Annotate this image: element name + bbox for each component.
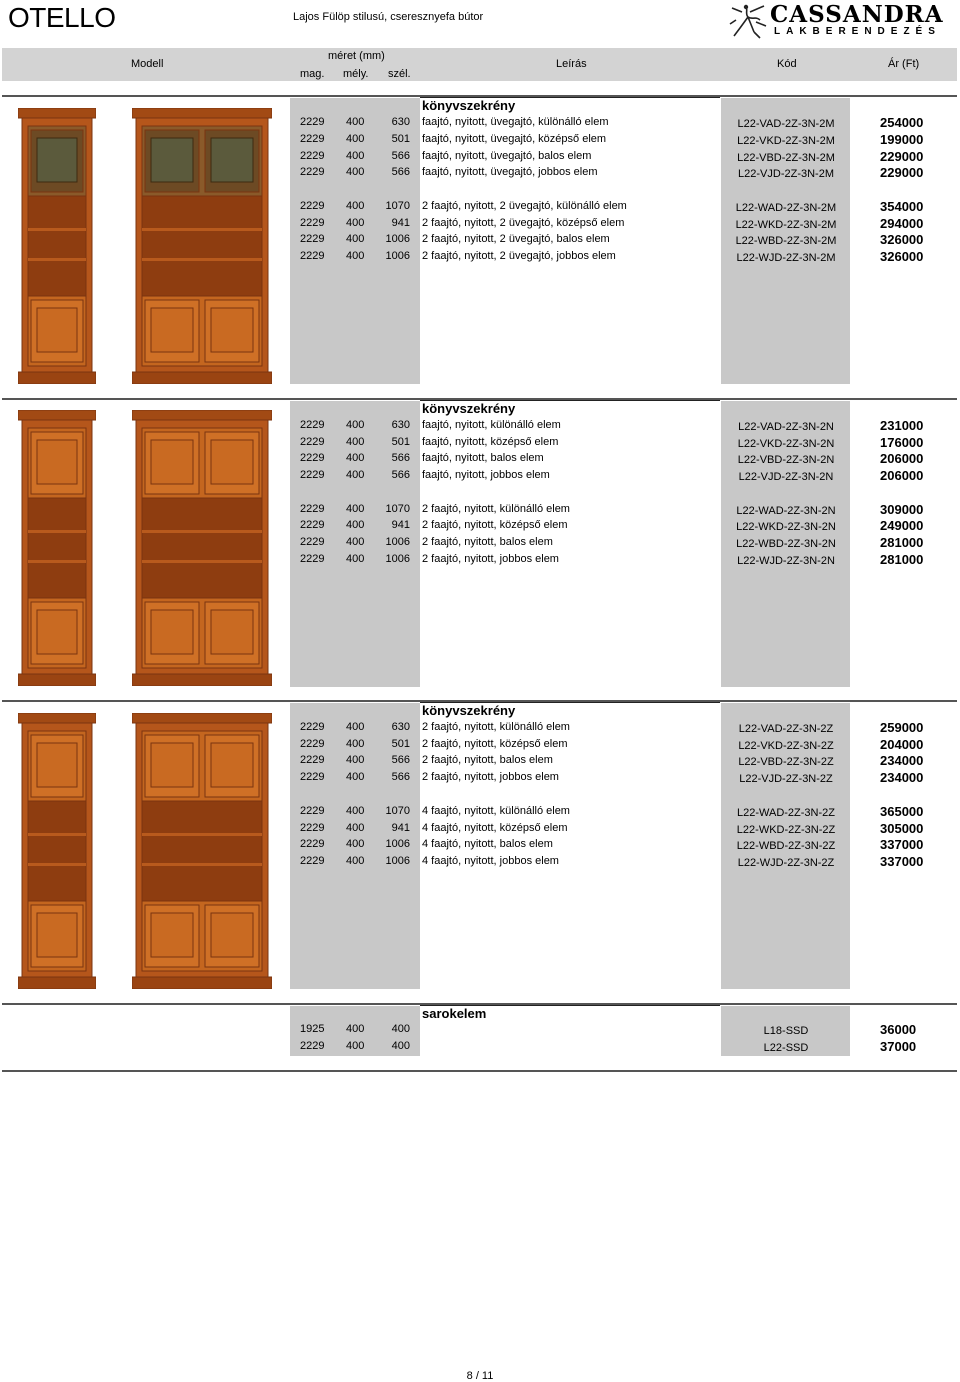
cell-mely: 400 [346, 519, 365, 531]
cell-kod: L22-WJD-2Z-3N-2M [736, 252, 836, 264]
cell-szel: 566 [391, 452, 410, 464]
cell-kod: L22-VAD-2Z-3N-2Z [738, 723, 834, 735]
cell-mag: 2229 [300, 553, 325, 565]
header-kod: Kód [777, 58, 797, 70]
cell-mely: 400 [346, 838, 365, 850]
cell-desc: faajtó, nyitott, üvegajtó, különálló elem [422, 116, 609, 128]
cell-kod: L22-WJD-2Z-3N-2Z [737, 857, 835, 869]
cell-szel: 501 [391, 738, 410, 750]
cell-szel: 1006 [385, 855, 410, 867]
cell-kod: L22-WAD-2Z-3N-2M [735, 202, 837, 214]
cell-ar: 206000 [880, 468, 924, 483]
cell-desc: 2 faajtó, nyitott, jobbos elem [422, 553, 559, 565]
cell-desc: 2 faajtó, nyitott, 2 üvegajtó, balos elem [422, 233, 610, 245]
cell-kod: L22-VJD-2Z-3N-2N [738, 471, 834, 483]
cell-ar: 231000 [880, 418, 924, 433]
cell-desc: faajtó, nyitott, középső elem [422, 436, 559, 448]
header-leiras: Leírás [556, 58, 587, 70]
bookcase-image-single-glass [18, 108, 96, 389]
cell-ar: 337000 [880, 854, 924, 869]
cell-mag: 2229 [300, 838, 325, 850]
cell-kod: L22-WJD-2Z-3N-2N [737, 555, 835, 567]
cell-ar: 326000 [880, 232, 924, 247]
cell-mag: 2229 [300, 754, 325, 766]
cell-ar: 354000 [880, 199, 924, 214]
cell-szel: 1006 [385, 233, 410, 245]
cell-ar: 309000 [880, 502, 924, 517]
cell-kod: L22-VAD-2Z-3N-2N [738, 421, 834, 433]
cell-mely: 400 [346, 822, 365, 834]
cell-mely: 400 [346, 805, 365, 817]
cell-ar: 365000 [880, 804, 924, 819]
cell-desc: 4 faajtó, nyitott, középső elem [422, 822, 568, 834]
cell-ar: 234000 [880, 770, 924, 785]
cell-mely: 400 [346, 233, 365, 245]
cell-mag: 2229 [300, 771, 325, 783]
cell-szel: 941 [391, 822, 410, 834]
cell-desc: 4 faajtó, nyitott, különálló elem [422, 805, 570, 817]
cell-mely: 400 [346, 855, 365, 867]
cell-mely: 400 [346, 1040, 365, 1052]
cell-desc: 2 faajtó, nyitott, 2 üvegajtó, jobbos elem [422, 250, 616, 262]
cell-szel: 1070 [385, 503, 410, 515]
cell-kod: L18-SSD [763, 1025, 809, 1037]
cell-ar: 259000 [880, 720, 924, 735]
cell-mag: 2229 [300, 250, 325, 262]
cell-mag: 2229 [300, 233, 325, 245]
cell-kod: L22-VKD-2Z-3N-2M [737, 135, 835, 147]
cell-mag: 2229 [300, 116, 325, 128]
header-modell: Modell [131, 58, 164, 70]
cell-kod: L22-WKD-2Z-3N-2N [736, 521, 836, 533]
cell-ar: 229000 [880, 149, 924, 164]
cell-ar: 326000 [880, 249, 924, 264]
cell-mely: 400 [346, 166, 365, 178]
header-mag: mag. [300, 68, 325, 80]
logo-name: CASSANDRA [770, 1, 944, 28]
cell-ar: 204000 [880, 737, 924, 752]
header-ar: Ár (Ft) [888, 58, 920, 70]
cell-szel: 1006 [385, 553, 410, 565]
cell-desc: 2 faajtó, nyitott, jobbos elem [422, 771, 559, 783]
cell-kod: L22-WBD-2Z-3N-2M [735, 235, 837, 247]
cell-desc: 4 faajtó, nyitott, balos elem [422, 838, 553, 850]
cell-mag: 2229 [300, 1040, 325, 1052]
cell-desc: faajtó, nyitott, üvegajtó, balos elem [422, 150, 592, 162]
cell-mely: 400 [346, 536, 365, 548]
cell-mely: 400 [346, 200, 365, 212]
cell-ar: 206000 [880, 451, 924, 466]
cell-mag: 2229 [300, 419, 325, 431]
cell-mely: 400 [346, 754, 365, 766]
cell-ar: 294000 [880, 216, 924, 231]
cell-szel: 1070 [385, 805, 410, 817]
section-title: könyvszekrény [422, 98, 516, 113]
cell-mely: 400 [346, 1023, 365, 1035]
cell-szel: 1006 [385, 536, 410, 548]
cell-mag: 2229 [300, 519, 325, 531]
cell-desc: 2 faajtó, nyitott, különálló elem [422, 721, 570, 733]
cell-szel: 630 [391, 116, 410, 128]
cell-szel: 941 [391, 217, 410, 229]
cell-kod: L22-WAD-2Z-3N-2N [736, 505, 836, 517]
cell-mag: 1925 [300, 1023, 325, 1035]
cell-ar: 234000 [880, 753, 924, 768]
cell-mag: 2229 [300, 822, 325, 834]
cell-kod: L22-WKD-2Z-3N-2Z [736, 824, 836, 836]
cell-mely: 400 [346, 150, 365, 162]
cell-ar: 36000 [880, 1022, 917, 1037]
cell-mag: 2229 [300, 855, 325, 867]
cell-desc: 2 faajtó, nyitott, különálló elem [422, 503, 570, 515]
cell-mag: 2229 [300, 436, 325, 448]
cell-ar: 337000 [880, 837, 924, 852]
cell-mag: 2229 [300, 536, 325, 548]
cell-szel: 941 [391, 519, 410, 531]
cell-szel: 566 [391, 150, 410, 162]
cell-mag: 2229 [300, 200, 325, 212]
cell-mag: 2229 [300, 469, 325, 481]
cell-ar: 254000 [880, 115, 924, 130]
cell-mely: 400 [346, 217, 365, 229]
bookcase-image-two-door [18, 713, 96, 994]
cell-mag: 2229 [300, 452, 325, 464]
header-meret: méret (mm) [328, 50, 385, 62]
cell-kod: L22-VKD-2Z-3N-2Z [738, 740, 834, 752]
cell-desc: faajtó, nyitott, balos elem [422, 452, 544, 464]
cell-szel: 400 [391, 1023, 410, 1035]
cell-mely: 400 [346, 452, 365, 464]
bookcase-image-double-door [132, 410, 272, 691]
cell-ar: 176000 [880, 435, 924, 450]
logo-figure-icon [726, 2, 770, 40]
cell-desc: 2 faajtó, nyitott, 2 üvegajtó, középső elem [422, 217, 625, 229]
cell-ar: 249000 [880, 518, 924, 533]
cell-mag: 2229 [300, 721, 325, 733]
cell-kod: L22-VBD-2Z-3N-2N [737, 454, 835, 466]
cell-szel: 566 [391, 166, 410, 178]
cell-mag: 2229 [300, 805, 325, 817]
cell-kod: L22-VJD-2Z-3N-2Z [739, 773, 833, 785]
cell-mely: 400 [346, 250, 365, 262]
cell-szel: 566 [391, 754, 410, 766]
cell-mag: 2229 [300, 133, 325, 145]
cell-desc: 4 faajtó, nyitott, jobbos elem [422, 855, 559, 867]
cell-mely: 400 [346, 553, 365, 565]
subtitle: Lajos Fülöp stilusú, cseresznyefa bútor [293, 11, 484, 23]
cell-kod: L22-VBD-2Z-3N-2M [737, 152, 835, 164]
cell-mag: 2229 [300, 166, 325, 178]
section-title: könyvszekrény [422, 401, 516, 416]
cell-szel: 566 [391, 771, 410, 783]
cell-mely: 400 [346, 503, 365, 515]
cell-mely: 400 [346, 738, 365, 750]
logo-subtext: LAKBERENDEZÉS [774, 26, 941, 37]
section-title: sarokelem [422, 1006, 487, 1021]
cell-szel: 1070 [385, 200, 410, 212]
bookcase-image-double-glass [132, 108, 272, 389]
cell-ar: 281000 [880, 552, 924, 567]
cell-szel: 566 [391, 469, 410, 481]
header-szel: szél. [388, 68, 411, 80]
cell-desc: faajtó, nyitott, üvegajtó, jobbos elem [422, 166, 598, 178]
brand-title: OTELLO [8, 2, 116, 33]
cell-kod: L22-WBD-2Z-3N-2Z [736, 840, 836, 852]
cell-szel: 630 [391, 419, 410, 431]
section-title: könyvszekrény [422, 703, 516, 718]
cell-mag: 2229 [300, 150, 325, 162]
cell-kod: L22-VJD-2Z-3N-2M [738, 168, 834, 180]
cell-desc: 2 faajtó, nyitott, balos elem [422, 536, 553, 548]
bookcase-image-four-door [132, 713, 272, 994]
cell-desc: faajtó, nyitott, különálló elem [422, 419, 561, 431]
cell-desc: faajtó, nyitott, jobbos elem [422, 469, 550, 481]
cell-desc: 2 faajtó, nyitott, 2 üvegajtó, különálló elem [422, 200, 627, 212]
header-mely: mély. [343, 68, 369, 80]
cell-ar: 305000 [880, 821, 924, 836]
page-number: 8 / 11 [466, 1370, 494, 1382]
cell-kod: L22-VBD-2Z-3N-2Z [738, 756, 834, 768]
cell-szel: 1006 [385, 838, 410, 850]
cell-szel: 501 [391, 436, 410, 448]
cell-kod: L22-VKD-2Z-3N-2N [737, 438, 835, 450]
cell-mely: 400 [346, 469, 365, 481]
cell-mely: 400 [346, 133, 365, 145]
cell-kod: L22-VAD-2Z-3N-2M [737, 118, 835, 130]
cell-ar: 229000 [880, 165, 924, 180]
cell-desc: faajtó, nyitott, üvegajtó, középső elem [422, 133, 607, 145]
cell-szel: 501 [391, 133, 410, 145]
section-divider-bottom [2, 1070, 957, 1072]
cell-ar: 199000 [880, 132, 924, 147]
cell-ar: 37000 [880, 1039, 917, 1054]
cell-szel: 400 [391, 1040, 410, 1052]
cell-kod: L22-WBD-2Z-3N-2N [736, 538, 836, 550]
cell-mely: 400 [346, 436, 365, 448]
cell-mely: 400 [346, 419, 365, 431]
cell-mely: 400 [346, 116, 365, 128]
cell-szel: 1006 [385, 250, 410, 262]
cell-kod: L22-WAD-2Z-3N-2Z [737, 807, 835, 819]
table-header [2, 48, 957, 81]
cell-mely: 400 [346, 771, 365, 783]
cell-ar: 281000 [880, 535, 924, 550]
company-logo [722, 0, 960, 40]
bookcase-image-single-door [18, 410, 96, 691]
cell-desc: 2 faajtó, nyitott, középső elem [422, 738, 568, 750]
cell-desc: 2 faajtó, nyitott, középső elem [422, 519, 568, 531]
cell-kod: L22-WKD-2Z-3N-2M [735, 219, 837, 231]
cell-mag: 2229 [300, 503, 325, 515]
cell-desc: 2 faajtó, nyitott, balos elem [422, 754, 553, 766]
cell-mag: 2229 [300, 738, 325, 750]
cell-mely: 400 [346, 721, 365, 733]
cell-szel: 630 [391, 721, 410, 733]
cell-kod: L22-SSD [763, 1042, 809, 1054]
cell-mag: 2229 [300, 217, 325, 229]
